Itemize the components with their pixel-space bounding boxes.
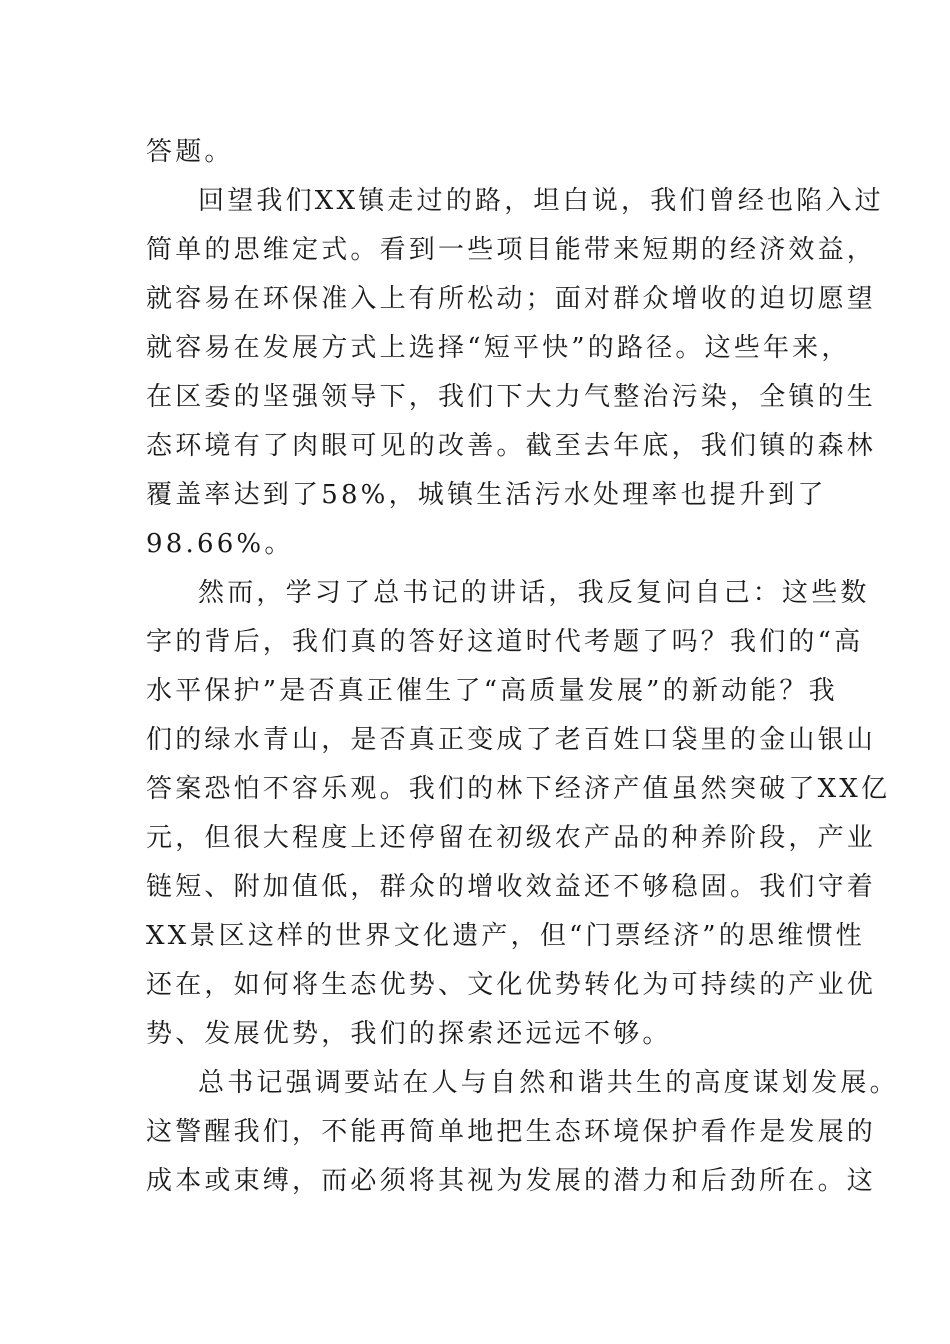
text-line: 答题。 — [146, 137, 234, 167]
text-line: 势、发展优势，我们的探索还远远不够。 — [146, 1019, 672, 1049]
text-line: 就容易在环保准入上有所松动；面对群众增收的迫切愿望 — [146, 284, 877, 314]
text-line: 们的绿水青山，是否真正变成了老百姓口袋里的金山银山 — [146, 725, 877, 755]
text-line: 态环境有了肉眼可见的改善。截至去年底，我们镇的森林 — [146, 431, 877, 461]
text-line: 字的背后，我们真的答好这道时代考题了吗？我们的“高 — [146, 627, 864, 657]
text-line: 总书记强调要站在人与自然和谐共生的高度谋划发展。 — [198, 1068, 899, 1098]
text-line: 这警醒我们，不能再简单地把生态环境保护看作是发展的 — [146, 1117, 877, 1147]
text-line: 98.66%。 — [146, 529, 294, 559]
text-line: 元，但很大程度上还停留在初级农产品的种养阶段，产业 — [146, 823, 877, 853]
text-line: XX景区这样的世界文化遗产，但“门票经济”的思维惯性 — [146, 921, 865, 951]
text-line: 成本或束缚，而必须将其视为发展的潜力和后劲所在。这 — [146, 1166, 877, 1196]
text-line: 简单的思维定式。看到一些项目能带来短期的经济效益， — [146, 235, 877, 265]
text-line: 链短、附加值低，群众的增收效益还不够稳固。我们守着 — [146, 872, 877, 902]
text-line: 回望我们XX镇走过的路，坦白说，我们曾经也陷入过 — [198, 186, 884, 216]
text-line: 覆盖率达到了58%，城镇生活污水处理率也提升到了 — [146, 480, 827, 510]
text-line: 还在，如何将生态优势、文化优势转化为可持续的产业优 — [146, 970, 877, 1000]
text-line: 水平保护”是否真正催生了“高质量发展”的新动能？我 — [146, 676, 838, 706]
text-line: 然而，学习了总书记的讲话，我反复问自己：这些数 — [198, 578, 870, 608]
text-line: 在区委的坚强领导下，我们下大力气整治污染，全镇的生 — [146, 382, 877, 412]
text-line: 就容易在发展方式上选择“短平快”的路径。这些年来， — [146, 333, 851, 363]
text-line: 答案恐怕不容乐观。我们的林下经济产值虽然突破了XX亿 — [146, 774, 891, 804]
